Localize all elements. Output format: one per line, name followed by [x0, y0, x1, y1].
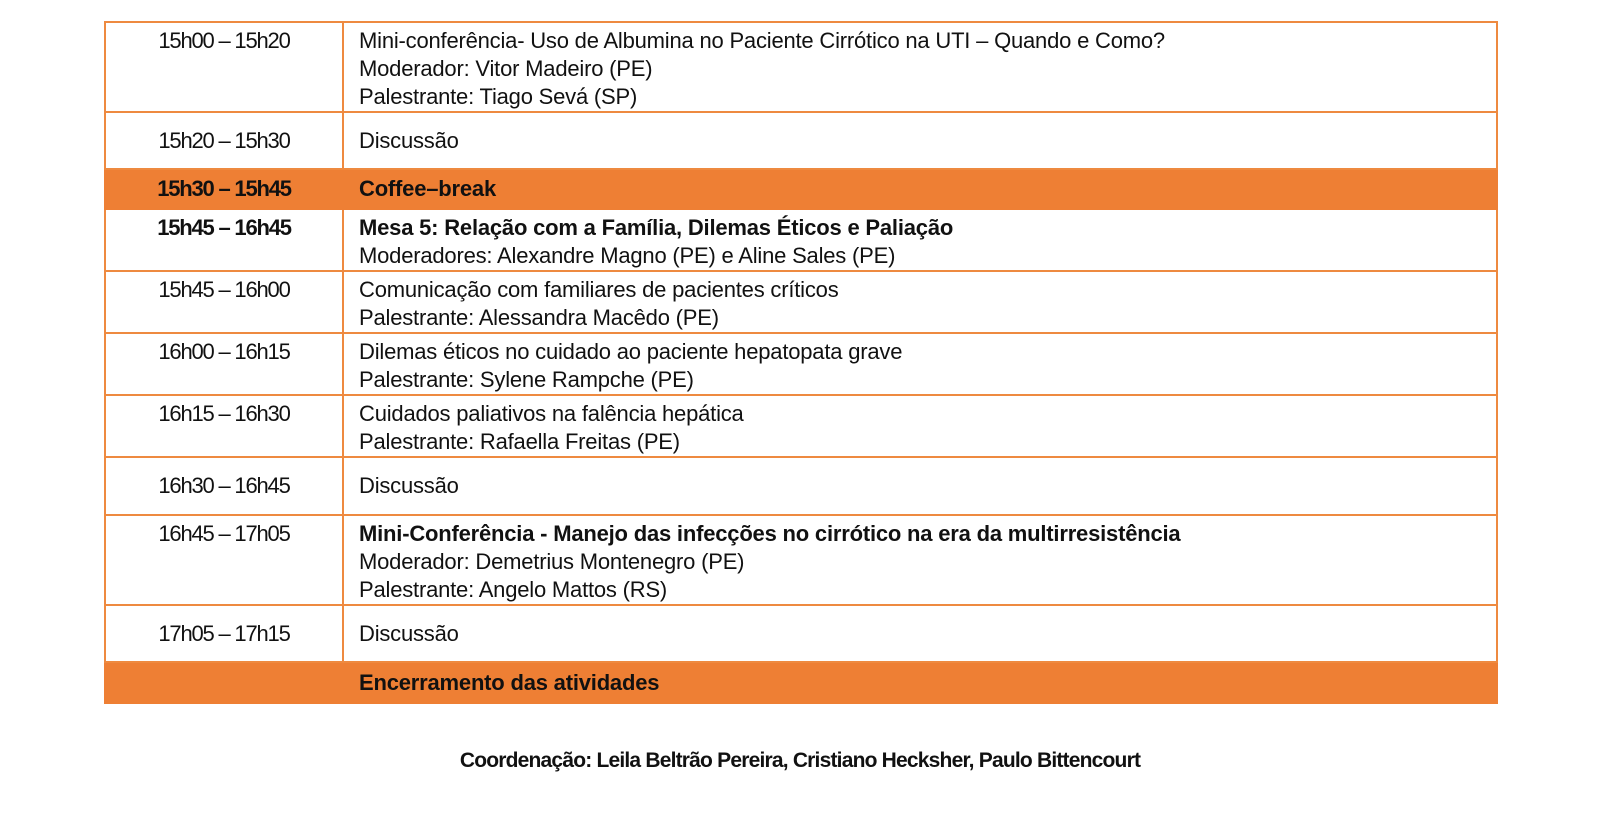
time-cell: 15h30 – 15h45	[105, 169, 343, 209]
session-title: Coffee–break	[359, 176, 496, 201]
speaker-line: Palestrante: Tiago Sevá (SP)	[359, 84, 638, 109]
session-title: Comunicação com familiares de pacientes críticos	[359, 277, 839, 302]
time-cell: 16h45 – 17h05	[105, 515, 343, 605]
session-title: Dilemas éticos no cuidado ao paciente hepatopata grave	[359, 339, 903, 364]
table-row	[105, 395, 1497, 457]
time-cell: 16h30 – 16h45	[105, 457, 343, 515]
coordination-credits: Coordenação: Leila Beltrão Pereira, Cristiano Hecksher, Paulo Bittencourt	[459, 749, 1141, 772]
moderator-line: Moderador: Vitor Madeiro (PE)	[359, 56, 653, 81]
description-cell	[343, 271, 1497, 333]
table-row	[105, 209, 1497, 271]
session-title: Mini-conferência- Uso de Albumina no Paciente Cirrótico na UTI – Quando e Como?	[359, 28, 1165, 53]
time-cell: 16h15 – 16h30	[105, 395, 343, 457]
time-cell: 16h00 – 16h15	[105, 333, 343, 395]
description-cell	[343, 457, 1497, 515]
session-title: Discussão	[359, 620, 459, 646]
time-cell: 15h45 – 16h00	[105, 271, 343, 333]
table-row	[105, 605, 1497, 662]
time-cell: 15h45 – 16h45	[105, 209, 343, 271]
description-cell	[343, 112, 1497, 169]
coffee-break-row	[105, 169, 1497, 209]
description-cell	[343, 209, 1497, 271]
description-cell	[343, 662, 1497, 703]
table-row	[105, 112, 1497, 169]
table-row	[105, 22, 1497, 112]
time-cell: 15h20 – 15h30	[105, 112, 343, 169]
time-cell: 15h00 – 15h20	[105, 22, 343, 112]
speaker-line: Palestrante: Rafaella Freitas (PE)	[359, 429, 680, 454]
table-row	[105, 333, 1497, 395]
session-title: Mesa 5: Relação com a Família, Dilemas Éticos e Paliação	[359, 215, 954, 240]
description-cell	[343, 333, 1497, 395]
table-row	[105, 457, 1497, 515]
session-title: Discussão	[359, 473, 459, 498]
description-cell	[343, 22, 1497, 112]
moderator-line: Moderadores: Alexandre Magno (PE) e Aline Sales (PE)	[359, 243, 896, 268]
session-title: Discussão	[359, 127, 459, 153]
speaker-line: Palestrante: Alessandra Macêdo (PE)	[359, 305, 719, 330]
description-cell	[343, 395, 1497, 457]
moderator-line: Moderador: Demetrius Montenegro (PE)	[359, 549, 745, 574]
schedule-table	[104, 21, 1498, 704]
speaker-line: Palestrante: Sylene Rampche (PE)	[359, 367, 694, 392]
description-cell	[343, 515, 1497, 605]
table-row	[105, 515, 1497, 605]
time-cell	[105, 662, 343, 703]
session-title: Mini-Conferência - Manejo das infecções no cirrótico na era da multirresistência	[359, 521, 1181, 546]
session-title: Encerramento das atividades	[359, 669, 660, 695]
table-row	[105, 271, 1497, 333]
time-cell: 17h05 – 17h15	[105, 605, 343, 662]
description-cell	[343, 169, 1497, 209]
session-title: Cuidados paliativos na falência hepática	[359, 401, 744, 426]
speaker-line: Palestrante: Angelo Mattos (RS)	[359, 577, 668, 602]
closing-row	[105, 662, 1497, 703]
description-cell	[343, 605, 1497, 662]
